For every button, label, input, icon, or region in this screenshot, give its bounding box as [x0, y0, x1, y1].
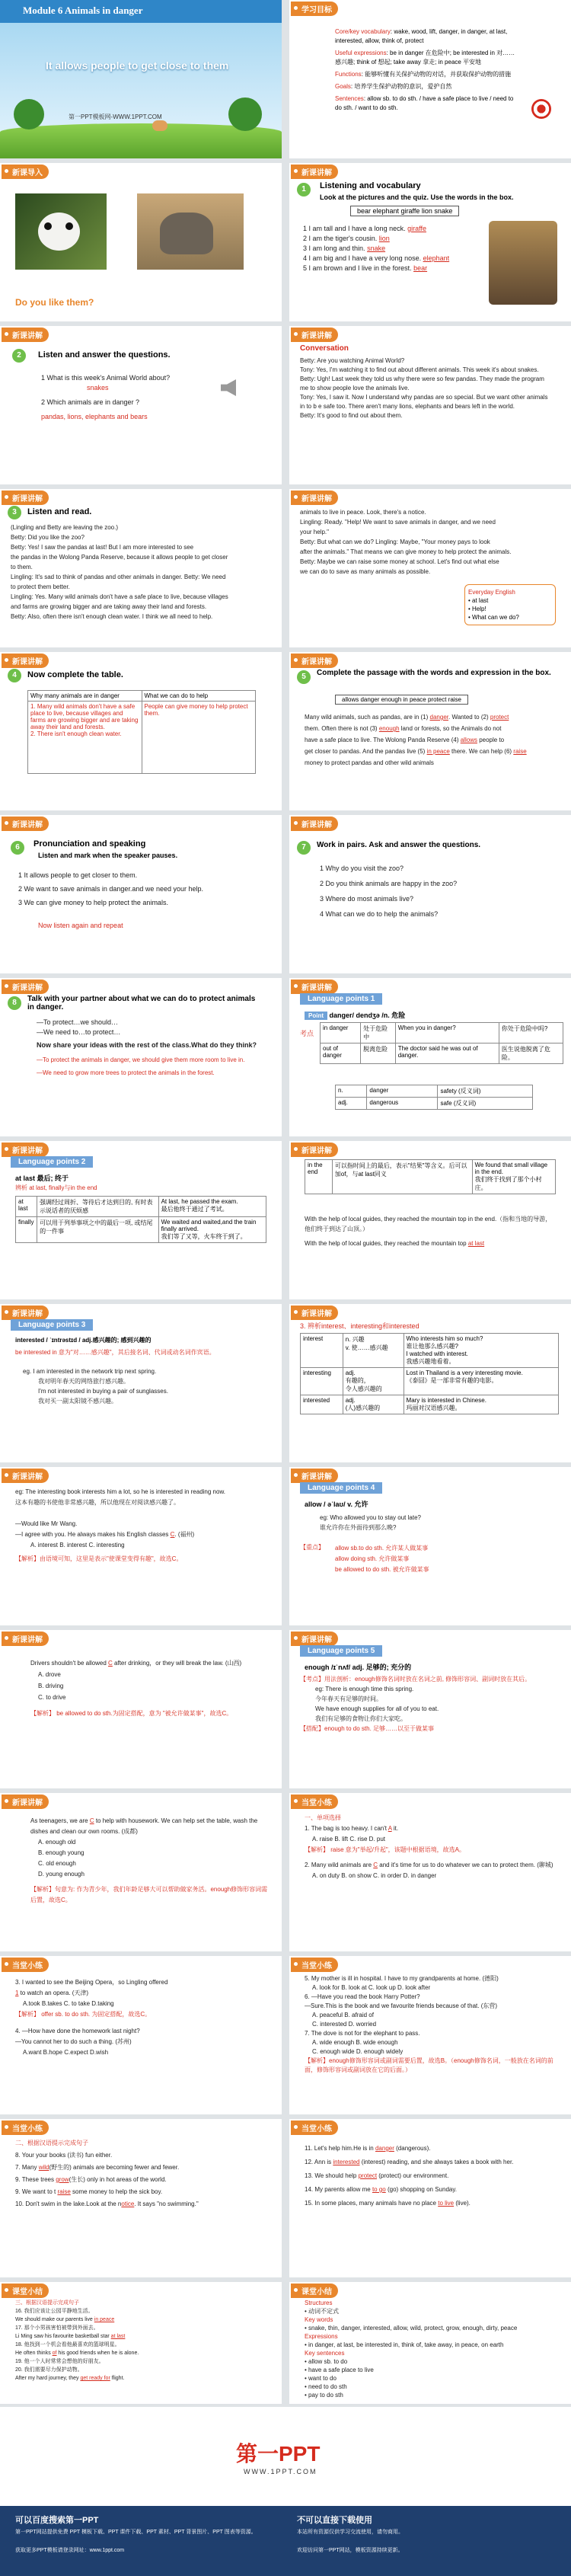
- compare-table: in the end 可以指时间上的最后，表示"结果"等含义。后可以加of，与at last同义 We found that small village in the end. 我们终于找到了那个小村庄。: [305, 1159, 556, 1194]
- site-url[interactable]: WWW.1PPT.COM: [244, 2468, 317, 2475]
- repeat-note: Now listen again and repeat: [38, 922, 123, 929]
- step-number: 7: [297, 841, 311, 855]
- section-tag: 新课讲解: [291, 328, 338, 342]
- practice-text: eg: The interesting book interests him a lot, so he is interested in reading now. 这本有趣的书使他非常感兴趣，所以他现在对阅读感兴趣了。 —Would like Mr Wang. —I agree with you. He always makes his English classes C. (福州) A. interest B. interest C. interesting 【解析】由语境可知，这里是表示"使课堂变得有趣"，故选C。: [15, 1488, 226, 1562]
- section-tag: 新课讲解: [2, 328, 49, 342]
- table-cell: People can give money to help protect them.: [142, 702, 256, 774]
- question: 1 What is this week's Animal World about?: [41, 374, 171, 382]
- quiz-line: 1 I am tall and I have a long neck. giraffe: [303, 225, 426, 232]
- slide-title: 3. 辨析interest、interesting和interested: [300, 1322, 419, 1330]
- section-tag: 当堂小练: [291, 2121, 338, 2135]
- tree-icon: [14, 99, 44, 129]
- exam-label: 考点: [300, 1030, 314, 1037]
- slide-title: Talk with your partner about what we can do to protect animals in danger.: [27, 995, 256, 1012]
- question: 2 Which animals are in danger ?: [41, 398, 140, 406]
- step-number: 8: [8, 996, 21, 1010]
- usage-table: in danger 处于危险中 When you in danger? 你处于危险中吗? out of danger 脱离危险 The doctor said he was out of danger. 医生说他脱离了危险。: [320, 1022, 563, 1064]
- practice-text: 3. I wanted to see the Beijing Opera，so Lingling offered 1 to watch an opera. (天津) A.took B.takes C. to take D.taking 【解析】 offer sb. to do sth. 为固定搭配，故选C。 4. —How have done the homework last night? —You cannot her to do such a thing. (苏州) A.want B.hope C.expect D.wish: [15, 1979, 168, 2056]
- footer-text: 获取更多PPT模板请登录网址：www.1ppt.com: [15, 2548, 125, 2553]
- language-point-label: Language points 4: [300, 1482, 382, 1494]
- step-number: 3: [8, 506, 21, 519]
- example: eg: Who allowed you to stay out late? 谁允许你在外面待到那么晚?: [320, 1514, 421, 1531]
- goal-label: Sentences: [335, 95, 364, 102]
- step-number: 6: [11, 841, 24, 855]
- table-header: Why many animals are in danger: [28, 691, 142, 702]
- slide-dialogue-cont: [289, 489, 571, 647]
- slide-title: Listening and vocabulary: [320, 181, 421, 190]
- lead-question: Do you like them?: [15, 297, 94, 308]
- section-tag: 新课导入: [2, 165, 49, 179]
- footer-logo-area: [0, 2407, 571, 2506]
- goal-text: : allow sb. to do sth. / have a safe place to live / need to do sth. / want to do sth.: [335, 95, 514, 111]
- answer: snakes: [87, 384, 109, 392]
- footer-heading: 可以百度搜索第一PPT: [15, 2516, 99, 2525]
- section-tag: 新课讲解: [2, 1143, 49, 1157]
- language-point-label: Language points 5: [300, 1645, 382, 1657]
- slide-interest-compare: [289, 1304, 571, 1462]
- footer-text: 第一PPT网站提供免费 PPT 模板下载、PPT 课件下载、PPT 素材、PPT 背景图片、PPT 图表等资源。: [15, 2530, 257, 2535]
- section-tag: 新课讲解: [291, 165, 338, 179]
- passage-text: Many wild animals, such as pandas, are in (1) danger. Wanted to (2) protect them. Often there is not (3) enough land or forests, so the Animals do not have a safe place to live. The Wolong Panda Reserve (4) allows people to get closer to pandas. And the pandas live (5) in peace there. We can help (6) raise money to protect pandas and other wild animals: [305, 714, 527, 766]
- practice-text: 三、根据汉语提示完成句子 16. 我们应该让公园平静地生活。 We should make our parents live in peace 17. 那个小男孩害怕被带到外面去。 Li Ming saw his favourite basketball star at last 18. 他找到一个机会看他最喜欢的篮球明星。 He often thinks of his good friends when he is alone. 19. 他一个人时常常会想他的好朋友。 20. 我们需要尽力保护动物。 After my hard journey, they get ready for flight.: [15, 2300, 139, 2381]
- panda-photo: [15, 193, 107, 270]
- table-header: What we can do to help: [142, 691, 256, 702]
- key-patterns: allow sb.to do sth. 允许某人做某事 allow doing sth. 允许做某事 be allowed to do sth. 被允许做某事: [335, 1545, 429, 1573]
- slide-title: Listen and answer the questions.: [38, 350, 171, 360]
- section-tag: 当堂小练: [2, 1958, 49, 1972]
- slide-practice-3: [289, 1956, 571, 2114]
- animal-pictures: [489, 221, 557, 305]
- elephant-photo: [137, 193, 244, 270]
- speaker-icon[interactable]: [221, 379, 236, 396]
- slide-interest-practice: [0, 1467, 282, 1625]
- slide-vocabulary: [289, 163, 571, 321]
- site-logo: 第一PPT: [236, 2442, 321, 2466]
- goal-text: : 能够听懂有关保护动物的对话，并获取保护动物的措施: [361, 71, 512, 78]
- section-tag: 新课讲解: [291, 817, 338, 831]
- step-number: 5: [297, 670, 311, 684]
- word-form-table: n. danger safety (反义词) adj. dangerous safe (反义词): [335, 1085, 533, 1110]
- point-title: at last 最后; 终于: [15, 1175, 69, 1182]
- quiz-line: 3 I am long and thin. snake: [303, 244, 386, 252]
- tree-icon: [228, 97, 262, 131]
- slide-title: Now complete the table.: [27, 670, 123, 679]
- section-tag: 新课讲解: [2, 654, 49, 668]
- step-number: 4: [8, 669, 21, 682]
- dialogue-text: (Lingling and Betty are leaving the zoo.) Betty: Did you like the zoo? Betty: Yes! I saw the pandas at last! But I am more interested to see the pandas in the Wolong Panda Reserve, because it allows people to get closer to them. Lingling: It's sad to think of pandas and other animals in danger. Betty: We need to protect them better. Lingling: Yes. Many wild animals don't have a safe place to live, because villages and farms are growing bigger and are taking away their land and forests. Betty: Also, often there isn't enough clean water. I think we all need to help.: [11, 524, 228, 620]
- point-title: allow / əˈlaʊ/ v. 允许: [305, 1501, 368, 1508]
- section-tag: 课堂小结: [291, 2284, 338, 2298]
- key-label: 【重点】: [300, 1544, 324, 1551]
- slide-lp4: [289, 1467, 571, 1625]
- slide-pronunciation: [0, 815, 282, 973]
- slide-lead-in: [0, 163, 282, 321]
- compare-note: 辨析 at last, finally与in the end: [15, 1184, 97, 1191]
- slide-practice-5: [289, 2119, 571, 2277]
- slide-listen-answer: [0, 326, 282, 484]
- compare-table: at last 强调经过周折、等待后才达到目的, 有时表示说话者的厌烦感 At last, he passed the exam. 最后他终于通过了考试。 finally 可以用于列举事项之中的最后一项, 或结尾的一件事 We waited and waited,and the train finally arrived. 我们等了又等，火车终于到了。: [15, 1196, 266, 1243]
- slide-title: Pronunciation and speaking: [33, 839, 146, 849]
- slide-title: Complete the passage with the words and expression in the box.: [317, 669, 551, 677]
- slide-lp1: [289, 978, 571, 1136]
- slide-conversation: [289, 326, 571, 484]
- language-point-label: Language points 2: [11, 1156, 93, 1168]
- practice-text: Drivers shouldn't be allowed C after drinking，or they will break the law. (山西) A. drove B. driving C. to drive 【解析】 be allowed to do sth.为固定搭配，意为 "被允许做某事"，故选C。: [30, 1660, 242, 1717]
- practice-text: 11. Let's help him.He is in danger (dangerous). 12. Ann is interested (interest) reading, and she always takes a book with her. 13. We should help protect (protect) our environment. 14. My parents allow me to go (go) shopping on Sunday. 15. In some places, many animals have no place to live (live).: [305, 2145, 514, 2207]
- target-icon: [531, 99, 551, 119]
- goal-label: Core/key vocabulary: [335, 28, 391, 35]
- answer: pandas, lions, elephants and bears: [41, 413, 148, 420]
- examples: With the help of local guides, they reached the mountain top in the end.（指和当地的导游，他们终于到达了山顶。） With the help of local guides, they reached the mountain top at last: [305, 1216, 552, 1247]
- instruction: Look at the pictures and the quiz. Use the words in the box.: [320, 193, 514, 201]
- slide-practice-1: [289, 1793, 571, 1951]
- quiz-line: 2 I am the tiger's cousin. lion: [303, 235, 390, 242]
- slide-title: Conversation: [300, 344, 349, 353]
- practice-text: 5. My mother is ill in hospital. I have to my grandparents at home. (德阳) A. look for B. look at C. look up D. look after 6. —Have you read the book Harry Potter? —Sure.This is the book and we favourite friends because of that. (东营) A. peaceful B. afraid of C. interested D. worried 7. The dove is not for the elephant to pass. A. wide enough B. wide enough C. enough wide D. enough widely 【解析】enough修饰形容词或副词需要后置，故选B。（enough修饰名词，一般放在名词的前面，修饰形容词或副词放在它的后面。）: [305, 1975, 553, 2073]
- qa-block: [41, 373, 209, 422]
- section-tag: 新课讲解: [291, 1143, 338, 1157]
- slide-title: Work in pairs. Ask and answer the questions.: [317, 841, 481, 849]
- section-tag: 新课讲解: [291, 980, 338, 994]
- word-box: bear elephant giraffe lion snake: [350, 206, 459, 216]
- quiz-line: 4 I am big and I have a very long nose. elephant: [303, 254, 450, 262]
- point-title: interested / ˈɪntrəstɪd / adj.感兴趣的; 感到兴趣的: [15, 1337, 152, 1344]
- slide-cover: [0, 0, 282, 158]
- section-tag: 新课讲解: [291, 1632, 338, 1646]
- point-title: Point danger/ dendʒə /n. 危险: [305, 1010, 405, 1020]
- practice-text: 一、单项选择 1. The bag is too heavy. I can't A it. A. raise B. lift C. rise D. put 【解析】 raise 意为"举起/升起"，该题中根据语境，故选A。 2. Many wild animals are C and it's time for us to do whatever we can to protect them. (聊城) A. on duty B. on show C. in order D. in danger: [305, 1814, 553, 1879]
- section-tag: 新课讲解: [2, 817, 49, 831]
- conversation-text: Betty: Are you watching Animal World? Tony: Yes, I'm watching it to find out about different animals. This week it's about snakes. Betty: Ugh! Last week they told us why there were so few pandas. They made the program me to show people love the animals live. Tony: Yes, I saw it. Now I understand why pandas are so special. But we want other animals in to b e safe too. There aren't many lions, elephants and bears left in the world. Betty: It's good to find out about them.: [300, 357, 548, 419]
- goal-text: : wake, wood, lift, danger, in danger, at last, interested, allow, think of, protect: [335, 28, 508, 44]
- goal-text: : be in danger 在危险中; be interested in 对……感兴趣; think of 想起; take away 拿走; in peace 平安地: [335, 50, 515, 66]
- slide-practice-6: [0, 2282, 282, 2404]
- section-tag: 新课讲解: [291, 1469, 338, 1483]
- footer-text: 本站所有资源仅供学习交流使用，请勿商用。: [297, 2530, 404, 2535]
- footer-heading: 不可以直接下载使用: [297, 2516, 372, 2525]
- word-compare-table: interest n. 兴趣 v. 使……感兴趣 Who interests him so much? 谁让他那么感兴趣? I watched with interest. 我感兴趣地看着。 interesting adj. 有趣的， 令人感兴趣的 Lost in Thailand is a very interesting movie. 《泰囧》是一部非常有趣的电影。 interested adj. (人)感兴趣的 Mary is interested in Chinese. 玛丽对汉语感兴趣。: [300, 1333, 559, 1414]
- slide-lp2-cont: [289, 1141, 571, 1299]
- section-tag: 新课讲解: [291, 654, 338, 668]
- slide-goals: [289, 0, 571, 158]
- footer-text: 欢迎访问第一PPT网站，模板资源持续更新。: [297, 2548, 404, 2553]
- question-list: 1 Why do you visit the zoo? 2 Do you think animals are happy in the zoo? 3 Where do most animals live? 4 What can we do to help the animals?: [320, 865, 458, 918]
- step-number: 2: [12, 349, 26, 363]
- animal-icon: [152, 120, 167, 131]
- practice-text: As teenagers, we are C to help with housework. We can help set the table, wash the dishes and clean our own rooms. (成都) A. enough old B. enough young C. old enough D. young enough 【解析】句意为: 作为青少年，我们年龄足够大可以帮助做家务活。enough修饰形容词需后置，故选C。: [30, 1817, 268, 1903]
- usage-text: 【考点】用法剖析：enough修饰名词时放在名词之前, 修饰形容词、副词时放在其后。 eg: There is enough time this spring. 今年春天有足够的时间。 We have enough supplies for all of you to eat. 我们有足够的食物让你们大家吃。 【搭配】enough to do sth. 足够……以至于做某事: [300, 1676, 531, 1732]
- goal-label: Useful expressions: [335, 50, 387, 56]
- word-box: allows danger enough in peace protect raise: [335, 695, 468, 705]
- examples: eg. I am interested in the network trip next spring. 我对明年春天的网络旅行感兴趣。 I'm not interested in buying a pair of sunglasses. 我对买一副太阳镜不感兴趣。: [23, 1368, 168, 1405]
- section-tag: 新课讲解: [2, 1795, 49, 1809]
- summary-text: Structures • 动词不定式 Key words • snake, thin, danger, interested, allow, wild, protect, grow, enough, dirty, peace Expressions • in danger, at last, be interested in, think of, take away, in peace, on earth Key sentences • allow sb. to do • have a safe place to live • want to do • need to do sth • pay to do sth: [305, 2300, 518, 2399]
- section-tag: 新课讲解: [2, 1469, 49, 1483]
- slide-practice-4: [0, 2119, 282, 2277]
- language-point-label: Language points 3: [11, 1319, 93, 1331]
- goal-label: Goals: [335, 83, 351, 90]
- slide-title: Listen and read.: [27, 507, 92, 516]
- prompt-lines: —To protect…we should… —We need to…to protect… Now share your ideas with the rest of the class.What do they think? —To protect the animals in danger, we should give them more room to live in. —We need to grow more trees to protect the animals in the forest.: [37, 1018, 257, 1076]
- practice-text: 二、根据汉语提示完成句子 8. Your your books (读书) fun either. 7. Many wild(野生的) animals are becoming fewer and fewer. 9. These trees grow(生长) only in hot areas of the world. 9. We want to t raise some money to help the sick boy. 10. Don't swim in the lake.Look at the notice. It says "no swimming.": [15, 2140, 199, 2207]
- goals-list: [335, 27, 518, 113]
- cover-site: 第一PPT模板网-WWW.1PPT.COM: [69, 113, 162, 120]
- section-tag: 学习目标: [291, 2, 338, 16]
- footer: [0, 2407, 571, 2576]
- goal-text: : 培养学生保护动物的意识，爱护自然: [350, 83, 452, 90]
- slide-listen-read: [0, 489, 282, 647]
- section-tag: 新课讲解: [2, 1306, 49, 1320]
- section-tag: 新课讲解: [2, 491, 49, 505]
- goal-label: Functions: [335, 71, 362, 78]
- slide-lp5: [289, 1630, 571, 1788]
- sentences: 1 It allows people to get closer to them. 2 We want to save animals in danger.and we need your help. 3 We can give money to help protect the animals.: [18, 871, 203, 906]
- language-point-label: Language points 1: [300, 993, 382, 1005]
- step-number: 1: [297, 183, 311, 197]
- everyday-english-note: Everyday English • at last • Help! • What can we do?: [464, 584, 556, 625]
- slide-enough-practice: [0, 1793, 282, 1951]
- dialogue-text: animals to live in peace. Look, there's a notice. Lingling: Ready. "Help! We want to save animals in danger, and we need your help." Betty: But what can we do? Lingling: Maybe, "Your money pays to look after the animals." That means we can give money to help protect the animals. Betty: Maybe we can raise some money at school. Let's find out what else we can do to save as many animals as possible.: [300, 509, 512, 575]
- slide-complete-passage: [289, 652, 571, 810]
- slide-lp2: [0, 1141, 282, 1299]
- section-tag: 当堂小练: [291, 1958, 338, 1972]
- quiz-list: [303, 224, 471, 273]
- section-tag: 当堂小练: [291, 1795, 338, 1809]
- reasons-table: [27, 690, 256, 774]
- slide-allow-practice: [0, 1630, 282, 1788]
- section-tag: 新课讲解: [2, 980, 49, 994]
- cover-subtitle: It allows people to get close to them: [46, 59, 229, 72]
- table-cell: 1. Many wild animals don't have a safe place to live, because villages and farms are growing bigger and are taking away their land and forests. 2. There isn't enough clean water.: [28, 702, 142, 774]
- slide-pair-work: [289, 815, 571, 973]
- slide-talk-partner: [0, 978, 282, 1136]
- usage-note: be interested in 意为"对……感兴趣"，其后接名词、代词或动名词作宾语。: [15, 1349, 215, 1356]
- slide-summary: [289, 2282, 571, 2404]
- point-title: enough /ɪˈnʌf/ adj. 足够的; 充分的: [305, 1664, 412, 1671]
- section-tag: 新课讲解: [291, 1306, 338, 1320]
- cover-module-title: Module 6 Animals in danger: [23, 5, 143, 16]
- slide-lp3: [0, 1304, 282, 1462]
- section-tag: 当堂小练: [2, 2121, 49, 2135]
- instruction: Listen and mark when the speaker pauses.: [38, 852, 178, 859]
- slide-practice-2: [0, 1956, 282, 2114]
- section-tag: 新课讲解: [291, 491, 338, 505]
- quiz-line: 5 I am brown and I live in the forest. bear: [303, 264, 428, 272]
- section-tag: 新课讲解: [2, 1632, 49, 1646]
- section-tag: 课堂小结: [2, 2284, 49, 2298]
- slide-complete-table: [0, 652, 282, 810]
- footer-info: [0, 2506, 571, 2576]
